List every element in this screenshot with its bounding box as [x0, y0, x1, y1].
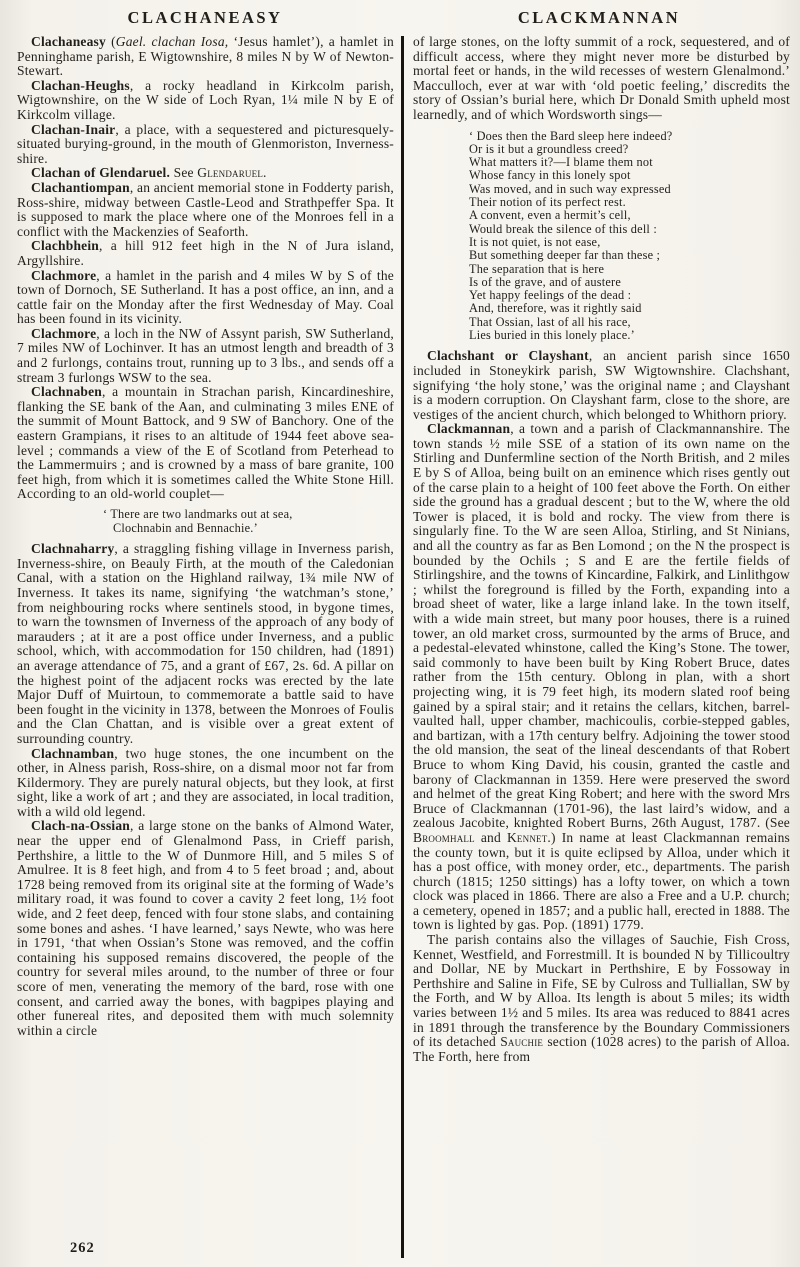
poem-line: Was moved, and in such way expressed — [469, 181, 671, 196]
running-head-right: CLACKMANNAN — [517, 8, 681, 27]
entry-term: Clachan of Glendaruel. — [31, 165, 171, 181]
poem-line: What matters it?—I blame them not — [469, 155, 653, 170]
entry-clachnamban — [17, 747, 394, 820]
poem-line: Or is it but a groundless creed? — [469, 141, 629, 156]
entry-clachan-inair — [17, 123, 394, 167]
entry-text: The parish contains also the villages of Sauchie, Fish Cross, Kennet, Westfield, and Forrestmill. It is bounded N by Tillicoultry and Dollar, NE by Muckart in Perthshire, E by Fossoway in Perthshire and Saline in Fife, SE by Culross and Tulliallan, SW by the Forth, and W by Alloa. Its length is about 5 miles; its width varies between 1½ and 5 miles. Its area was reduced to 8841 acres in 1891 through the transference by the Boundary Commissioners of its detached — [413, 932, 790, 1050]
poem-line: But something deeper far than these ; — [469, 248, 661, 263]
entry-term: Clachan-Inair — [31, 121, 116, 137]
entry-text: of large stones, on the lofty summit of a rock, sequestered, and of difficult access, where they might never more be disturbed by mortal feet or hands, in the wild recesses of western Glenalmond.’ Macculloch, ever at war with ‘old poetic feeling,’ discredits the story of Ossian’s burial here, which Dr Donald Smith upheld most learnedly, and of which Wordsworth sings— — [413, 34, 790, 122]
poem-line: Would break the silence of this dell : — [469, 221, 657, 236]
running-head-left: CLACHANEASY — [127, 8, 283, 27]
entry-text: , a straggling fishing village in Inverness parish, Inverness-shire, on Beauly Firth, at the mouth of the Caledonian Canal, with a station on the Highland railway, 1¾ mile NW of Inverness. It takes its name, signifying ‘the watchman’s stone,’ from neighbouring rocks where sentinels stood, in bygone times, to warn the townsmen of Inverness of the approach of any body of marauders ; at it are a post office under Inverness, and a public school, which, with accommodation for 150 children, had (1891) an average attendance of 75, and a grant of £67, 2s. 6d. A pillar on the highest point of the adjacent rocks was erected by the late Major Duff of Muirtoun, to commemorate a battle said to have been fought in the vicinity in 1378, between the Monroes of Foulis and the Clan Chattan, and is visible over a great extent of surrounding country. — [17, 541, 394, 746]
entry-term: Clachantiompan — [31, 179, 130, 195]
column-divider-rule — [401, 36, 404, 1258]
couplet-line: ‘ There are two landmarks out at sea, — [103, 507, 293, 521]
entry-term: Clackmannan — [427, 421, 511, 437]
page-number: 262 — [70, 1240, 95, 1256]
entry-text: , a mountain in Strachan parish, Kincardineshire, flanking the SE bank of the Aan, and culminating 3 miles ENE of the summit of Mount Battock, and 9 SW of Banchory. One of the eastern Grampians, it rises to an altitude of 1944 feet above sea-level ; commands a view of the E of Scotland from Peterhead to the Lammermuirs ; and is crowned by a mass of bare granite, 100 feet high, from which it is sometimes called the White Stone Hill. According to an old-world couplet— — [17, 384, 394, 502]
entry-text: and — [474, 829, 507, 845]
right-column — [413, 35, 790, 1064]
poem-line: Yet happy feelings of the dead : — [469, 288, 632, 303]
entry-term: Clachmore — [31, 325, 97, 341]
poem-line: That Ossian, last of all his race, — [469, 314, 631, 329]
continuation-paragraph — [413, 35, 790, 123]
entry-clachnaharry — [17, 542, 394, 746]
entry-text: section (1028 acres) to the parish of Alloa. The Forth, here from — [413, 1034, 790, 1064]
entry-text: , a large stone on the banks of Almond Water, near the upper end of Glenalmond Pass, in Crieff parish, Perthshire, a little to the W of Dunmore Hill, and 5 miles S of Amulree. It is 8 feet high, and from 4 to 5 feet broad ; and, about 1728 being removed from its original site at the forming of Wade’s military road, it was found to cover a cavity 2 feet long, 1½ foot wide, and 2 feet deep, fenced with four stone slabs, and containing some bones and ashes. ‘I have learned,’ says Newte, who was here in 1791, ‘that when Ossian’s Stone was removed, and the coffin containing his supposed remains discovered, the people of the country for several miles around, to the number of three or four score of men, venerating the memory of the bard, rose with one consent, and carried away the bones, with bagpipes playing and other funereal rites, and deposited them with much solemnity within a circle — [17, 818, 394, 1038]
cross-reference: Glendaruel. — [197, 165, 267, 181]
entry-text: ‘Jesus hamlet’), a hamlet in Penninghame parish, E Wigtownshire, 8 miles N by W of Newton-Stewart. — [17, 34, 394, 79]
entry-term: Clachshant or Clayshant — [427, 348, 589, 364]
entry-text: , a town and a parish of Clackmannanshire. The town stands ½ mile SSE of a station of its own name on the Stirling and Dunfermline section of the North British, and 2 miles E by S of Alloa, being built on an eminence which rises gently out of the carse plain to a height of 100 feet above the Forth. On either side the ground has a gradual descent ; but to the W, where the old Tower is placed, it is bold and rocky. The view from there is singularly fine. To the W are seen Alloa, Stirling, and St Ninians, and all the country as far as Ben Lomond ; on the N the prospect is bounded by the Ochils ; S and E are the fertile fields of Stirlingshire, and the towns of Kincardine, Falkirk, and Linlithgow ; whilst the foreground is filled by the Forth, expanding into a broad sheet of water, like a large inland lake. In the town itself, with a wide main street, but many poor houses, there is a ruined tower, an old market cross, surmounted by the arms of Bruce, and a pedestal-elevated whinstone, called the King’s Stone. The tower, said commonly to have been built by King Robert Bruce, dates rather from the 15th century. Oblong in plan, with a short projecting wing, it is 79 feet high, its modern slated roof being gained by a spiral stair; and it retains the cellars, kitchen, barrel-vaulted hall, upper chamber, machicoulis, corbie-stepped gables, and bartizan, with a 17th century belfry. Adjoining the tower stood the old mansion, the seat of the lineal descendants of that Robert Bruce to whom King David, his cousin, granted the castle and barony of Clackmannan in 1359. Here were preserved the sword and helmet of the great King Robert; and here with the sword Mrs Bruce of Clackmannan (1701-96), the last laird’s widow, and a zealous Jacobite, knighted Robert Burns, 26th August, 1787. (See — [413, 421, 790, 831]
entry-text: ) In name at least Clackmannan remains the county town, but it is quite eclipsed by Alloa, under which it has a post office, with money order, etc., departments. The parish church (1815; 1250 sittings) has a lofty tower, on which a town clock was placed in 1866. There are also a Free and a U.P. church; a cemetery, opened in 1857; and a public hall, erected in 1888. The town is lighted by gas. Pop. (1891) 1779. — [413, 829, 790, 933]
entry-term: Clachan-Heughs — [31, 77, 130, 93]
entry-text: , a hill 912 feet high in the N of Jura island, Argyllshire. — [17, 238, 394, 268]
entry-clachan-of-glendaruel — [17, 166, 394, 181]
entry-term: Clachnaharry — [31, 541, 115, 557]
entry-clachantiompan — [17, 181, 394, 239]
entry-clach-na-ossian — [17, 819, 394, 1038]
entry-clachnaben — [17, 385, 394, 502]
entry-clachbhein — [17, 239, 394, 268]
poem-line: ‘ Does then the Bard sleep here indeed? — [469, 128, 673, 143]
cross-reference: Broomhall — [413, 829, 475, 845]
entry-clachshant — [413, 349, 790, 422]
entry-clachmore-loch — [17, 327, 394, 385]
entry-clachmore-hamlet — [17, 269, 394, 327]
entry-text: , an ancient memorial stone in Fodderty parish, Ross-shire, midway between Castle-Leod and Strathpeffer Spa. It is supposed to mark the place where one of the Monroes fell in a conflict with the Mackenzies of Seaforth. — [17, 179, 394, 239]
poem-line: Whose fancy in this lonely spot — [469, 168, 631, 183]
entry-clackmannan — [413, 422, 790, 933]
gaelic-etymology: Gael. clachan Iosa, — [115, 34, 229, 49]
wordsworth-poem — [469, 130, 790, 343]
entry-text: , a hamlet in the parish and 4 miles W by S of the town of Dornoch, SE Sutherland. It has a post office, an inn, and a cattle fair on the Monday after the first Wednesday of May. Coal has been found in its vicinity. — [17, 267, 394, 327]
poem-line: A convent, even a hermit’s cell, — [469, 208, 631, 223]
entry-text: , two huge stones, the one incumbent on the other, in Alness parish, Ross-shire, on a dismal moor not far from Kildermory. They are purely natural objects, but they look, at first sight, like a work of art ; and they are associated, in local tradition, with a wild old legend. — [17, 745, 394, 819]
entry-term: Clachnaben — [31, 384, 103, 400]
poem-line: Is of the grave, and of austere — [469, 274, 621, 289]
poem-line: The separation that is here — [469, 261, 605, 276]
entry-term: Clachnamban — [31, 745, 115, 761]
entry-clachan-heughs — [17, 79, 394, 123]
cross-reference: Kennet. — [506, 829, 551, 845]
left-column — [17, 35, 394, 1038]
couplet — [103, 508, 394, 535]
entry-text: ( — [105, 34, 116, 49]
poem-line: And, therefore, was it rightly said — [469, 301, 642, 316]
entry-term: Clachmore — [31, 267, 97, 283]
poem-line: Lies buried in this lonely place.’ — [469, 328, 635, 343]
entry-clachaneasy — [17, 35, 394, 79]
entry-term: Clachbhein — [31, 238, 100, 254]
entry-term: Clachaneasy — [31, 34, 106, 49]
entry-term: Clach-na-Ossian — [31, 818, 131, 834]
entry-text: , a rocky headland in Kirkcolm parish, Wigtownshire, on the W side of Loch Ryan, 1¼ mile N by E of Kirkcolm village. — [17, 77, 394, 122]
entry-text: , an ancient parish since 1650 included in Stoneykirk parish, SW Wigtownshire. Clachshant, signifying ‘the holy stone,’ was the original name ; and Clayshant is a modern corruption. On Clayshant farm, close to the shore, are vestiges of the ancient church, which belonged to Whithorn priory. — [413, 348, 790, 422]
entry-text: See — [170, 165, 198, 181]
cross-reference: Sauchie — [500, 1034, 544, 1050]
poem-line: It is not quiet, is not ease, — [469, 234, 601, 249]
entry-text: , a loch in the NW of Assynt parish, SW Sutherland, 7 miles NW of Lochinver. It has an utmost length and breadth of 3 and 2 furlongs, contains trout, running up to 3 lbs., and sends off a stream 3 furlongs WSW to the sea. — [17, 325, 394, 385]
parish-paragraph — [413, 933, 790, 1064]
poem-line: Their notion of its perfect rest. — [469, 195, 626, 210]
couplet-line: Clochnabin and Bennachie.’ — [113, 520, 258, 535]
entry-text: , a place, with a sequestered and picturesquely-situated burying-ground, in the mouth of Glenmoriston, Inverness-shire. — [17, 121, 394, 166]
